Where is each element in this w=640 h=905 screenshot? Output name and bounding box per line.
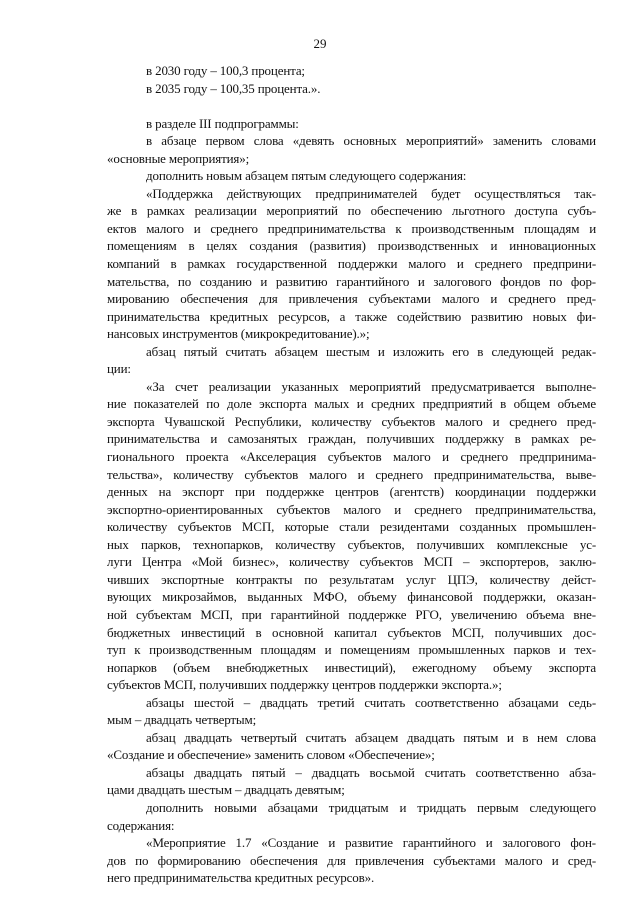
text-line: принимательства и самозанятых граждан, получивших поддержку в рамках ре- <box>107 431 596 447</box>
text-line: «основные мероприятия»; <box>107 150 250 166</box>
text-line: мательства, по созданию и развитию гарантийного и залогового фондов по фор- <box>107 273 596 289</box>
text-line: дополнить новыми абзацами тридцатым и тридцать первым следующего <box>146 799 596 815</box>
text-line: него предпринимательства кредитных ресурсов». <box>107 870 375 886</box>
text-line: количеству субъектов МСП, которые стали резидентами созданных промышлен- <box>107 519 596 535</box>
text-line: мым – двадцать четвертым; <box>107 712 257 728</box>
text-line: чивших экспортные контракты по результатам услуг ЦПЭ, количеству дейст- <box>107 571 596 587</box>
text-line: же в рамках реализации мероприятий по обеспечению льготного доступа субъ- <box>107 203 596 219</box>
text-line: ние показателей по доле экспорта малых и средних предприятий в общем объеме <box>107 396 596 412</box>
text-line: нансовых инструментов (микрокредитование).»; <box>107 326 370 342</box>
text-line: ектов малого и среднего предпринимательства к производственным площадям и <box>107 220 596 236</box>
text-line: вующих микрозаймов, выданных МФО, объему финансовой поддержки, оказан- <box>107 589 596 605</box>
text-line: дополнить новым абзацем пятым следующего содержания: <box>146 168 467 184</box>
text-line: дов по формированию обеспечения для привлечения субъектами малого и сред- <box>107 852 596 868</box>
text-line: экспорта Чувашской Республики, количеству субъектов малого и среднего пред- <box>107 413 596 429</box>
text-line: ции: <box>107 361 131 377</box>
text-line: денных на экспорт при поддержке центров (агентств) координации поддержки <box>107 484 596 500</box>
page-number: 29 <box>313 36 327 51</box>
text-line: в разделе III подпрограммы: <box>146 115 299 131</box>
text-line: абзац пятый считать абзацем шестым и изложить его в следующей редак- <box>146 343 596 359</box>
text-line: субъектов МСП, получивших поддержку центров поддержки экспорта.»; <box>107 677 502 693</box>
paragraph-gap <box>107 97 596 115</box>
text-line: абзацы двадцать пятый – двадцать восьмой считать соответственно абза- <box>146 764 596 780</box>
text-line: «Мероприятие 1.7 «Создание и развитие гарантийного и залогового фон- <box>146 835 596 851</box>
text-line: бюджетных инвестиций в основной капитал субъектов МСП, получивших дос- <box>107 624 596 640</box>
text-line: в 2030 году – 100,3 процента; <box>146 63 305 78</box>
text-line: абзацы шестой – двадцать третий считать соответственно абзацами седь- <box>146 694 596 710</box>
text-line: «Создание и обеспечение» заменить словом «Обеспечение»; <box>107 747 435 763</box>
text-line: ных парков, технопарков, количеству субъектов, получивших комплексные ус- <box>107 536 596 552</box>
text-line: тельства», количеству субъектов малого и среднего предпринимательства, выве- <box>107 466 596 482</box>
text-line: содержания: <box>107 817 175 833</box>
text-line: цами двадцать шестым – двадцать девятым; <box>107 782 345 798</box>
text-line: «За счет реализации указанных мероприятий предусматривается выполне- <box>146 378 596 394</box>
text-line: компаний в рамках государственной поддержки малого и среднего предприни- <box>107 256 596 272</box>
text-line: луги Центра «Мой бизнес», количеству субъектов МСП – экспортеров, заклю- <box>107 554 596 570</box>
text-line: помещениям в целях создания (развития) производственных и инновационных <box>107 238 596 254</box>
text-line: мированию обеспечения для привлечения субъектами малого и среднего пред- <box>107 291 596 307</box>
text-line: гионального проекта «Акселерация субъектов малого и среднего предпринима- <box>107 449 596 465</box>
text-line: принимательства кредитных ресурсов, а также содействию развитию новых фи- <box>107 308 596 324</box>
text-line: туп к производственным площадям и помещениям промышленных парков и тех- <box>107 642 596 658</box>
text-line: в абзаце первом слова «девять основных мероприятий» заменить словами <box>146 133 596 149</box>
text-line: абзац двадцать четвертый считать абзацем двадцать пятым и в нем слова <box>146 729 596 745</box>
text-line: ной субъектам МСП, при гарантийной поддержке РГО, увеличению объема вне- <box>107 606 596 622</box>
text-line: экспортно-ориентированных субъектов малого и среднего предпринимательства, <box>107 501 596 517</box>
text-line: нопарков (объем внебюджетных инвестиций), ежегодному объему экспорта <box>107 659 596 675</box>
text-line: в 2035 году – 100,35 процента.». <box>146 80 321 96</box>
text-line: «Поддержка действующих предпринимателей будет осуществляться так- <box>146 185 596 201</box>
document-body <box>107 62 596 887</box>
